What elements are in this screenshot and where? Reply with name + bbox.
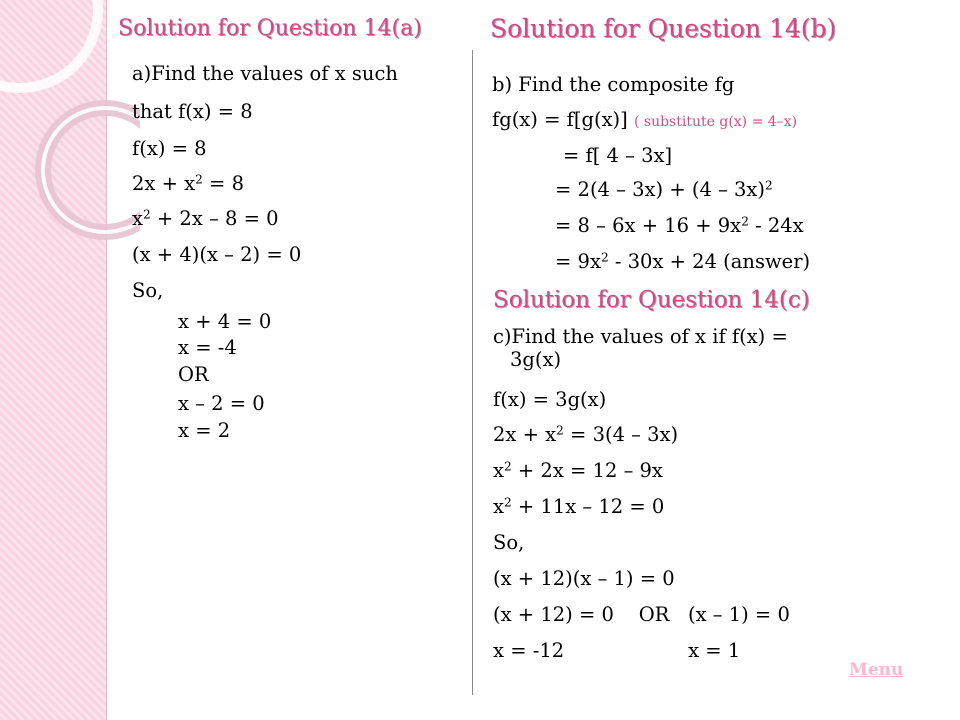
q14a-equation-1: $2x + x^2 = 8$	[132, 172, 244, 195]
q14c-step-3: $x^2 + 2x = 12 - 9x$	[493, 459, 663, 482]
q14a-or: OR	[178, 363, 209, 386]
q14b-step-3: = $8 - 6x + 16 + 9x^2 - 24x$	[555, 214, 804, 237]
q14b-step-1: = f[ 4 – 3x]	[563, 144, 673, 167]
q14a-equation-2: $x^2 + 2x - 8 = 0$	[132, 207, 279, 230]
q14b-prompt: b) Find the composite fg	[492, 73, 735, 96]
q14a-factored: (x + 4)(x – 2) = 0	[132, 243, 302, 266]
menu-link[interactable]: Menu	[849, 660, 904, 680]
q14c-factored: (x + 12)(x – 1) = 0	[493, 567, 675, 590]
q14a-prompt-line1: a)Find the values of x such	[132, 62, 398, 85]
q14a-given: f(x) = 8	[132, 137, 207, 160]
q14a-root-1: x = -4	[178, 336, 237, 359]
q14c-step-2: $2x + x^2 = 3(4 - 3x)$	[493, 423, 679, 446]
column-divider	[472, 50, 473, 695]
q14c-step-4: $x^2 + 11x - 12 = 0$	[493, 495, 665, 518]
q14a-so: So,	[132, 279, 164, 302]
q14b-fg-line: fg(x) = f[g(x)] ( substitute g(x) = 4–x)	[492, 108, 798, 131]
decorative-sidebar	[0, 0, 107, 720]
q14c-roots-eq: (x + 12) = 0 OR (x – 1) = 0	[493, 603, 790, 626]
q14b-answer: = $9x^2 - 30x + 24$ (answer)	[555, 250, 811, 273]
q14a-root-eq-2: x – 2 = 0	[178, 392, 265, 415]
q14a-prompt-line2: that f(x) = 8	[132, 100, 253, 123]
q14b-step-2: = 2(4 – 3x) + (4 – 3x)$^2$	[555, 178, 773, 201]
q14b-substitution-note: ( substitute g(x) = 4–x)	[633, 114, 798, 130]
q14c-prompt-line1: c)Find the values of x if f(x) =	[493, 325, 788, 348]
title-14c: Solution for Question 14(c)	[493, 287, 810, 313]
q14c-prompt-line2: 3g(x)	[510, 348, 562, 371]
title-14b: Solution for Question 14(b)	[490, 14, 837, 43]
q14c-roots: x = -12 x = 1	[493, 639, 741, 662]
q14c-step-1: f(x) = 3g(x)	[493, 388, 607, 411]
title-14a: Solution for Question 14(a)	[118, 16, 422, 41]
q14c-so: So,	[493, 531, 525, 554]
q14a-root-eq-1: x + 4 = 0	[178, 310, 272, 333]
q14a-root-2: x = 2	[178, 419, 231, 442]
